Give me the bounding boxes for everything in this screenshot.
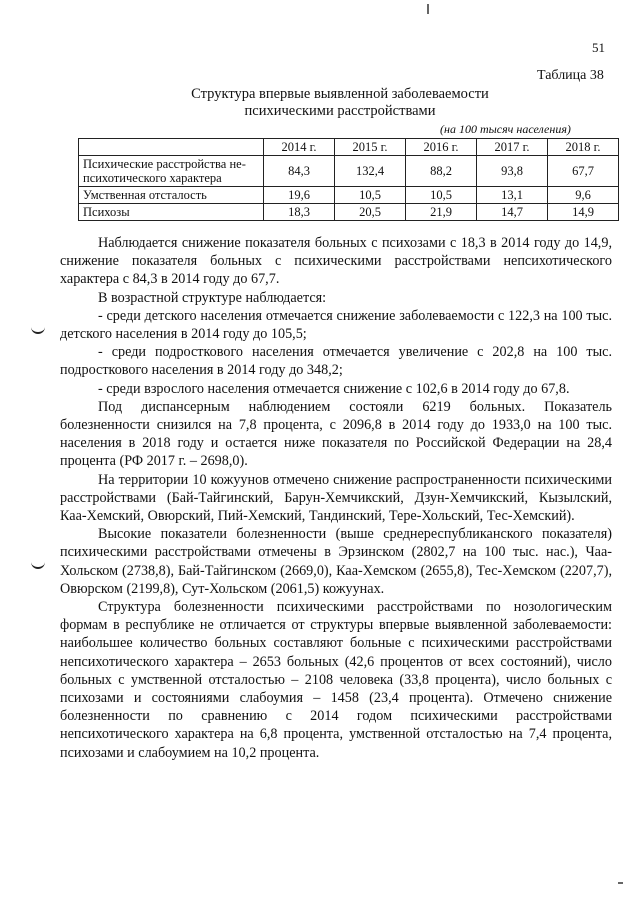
table-row [79,204,619,221]
row-label: Психозы [79,204,264,221]
paragraph-kozhuuns-decrease: На территории 10 кожуунов отмечено снижение распространенности психическими расстройствами (Бай-Тайгинский, Барун-Хемчикский, Дзун-Хемчикский, Кызылский, Каа-Хемский, Овюрский, Пий-Хемский, Тандинский, Тере-Хольский, Тес-Хемский). [60,471,612,525]
table-cell: 9,6 [548,187,619,204]
paragraph-high-rates: Высокие показатели болезненности (выше среднереспубликанского показателя) психическими расстройствами отмечены в Эрзинском (2802,7 на 100 тыс. нас.), Чаа-Хольском (2738,8), Бай-Тайгинском (2669,0), Каа-Хемском (2655,8), Тес-Хемском (2207,7), Овюрском (2199,8), Сут-Хольском (2061,5) кожуунах. [60,526,612,597]
table-cell: 10,5 [406,187,477,204]
table-cell: 13,1 [477,187,548,204]
paragraph-age-structure-intro: В возрастной структуре наблюдается: [98,289,327,306]
table-cell: 14,9 [548,204,619,221]
table-cell: 84,3 [264,156,335,187]
table-cell: 18,3 [264,204,335,221]
paragraph-nosology-structure: Структура болезненности психическими расстройствами по нозологическим формам в республике не отличается от структуры впервые выявленной заболеваемости: наибольшее количество больных составляют больные с психическими расстройствами непсихотического характера – 2653 больных (42,6 процентов от всех состояний), число больных с умственной отсталостью – 2108 человека (33,8 процента), число больных с психозами и состояниями слабоумия – 1458 (23,4 процента). Отмечено снижение болезненности по сравнению с 2014 годом психическими расстройствами непсихотического характера на 6,8 процента, умственной отсталостью на 7,4 процента, психозами и слабоумием на 10,2 процента. [60,599,612,761]
row-label: Психические расстройства не-психотического характера [79,156,264,187]
paragraph-children: - среди детского населения отмечается снижение заболеваемости с 122,3 на 100 тыс. детского населения в 2014 году до 105,5; [60,307,612,343]
header-cell-2018: 2018 г. [548,139,619,156]
table-title-line-1: Структура впервые выявленной заболеваемости [191,86,489,102]
header-cell-2016: 2016 г. [406,139,477,156]
row-label: Умственная отсталость [79,187,264,204]
margin-pen-mark [31,326,45,334]
table-cell: 88,2 [406,156,477,187]
table-cell: 19,6 [264,187,335,204]
table-cell: 20,5 [335,204,406,221]
table-title [60,86,620,120]
table-label: Таблица 38 [537,68,604,83]
table-cell: 93,8 [477,156,548,187]
table-cell: 21,9 [406,204,477,221]
table-cell: 14,7 [477,204,548,221]
header-cell-2015: 2015 г. [335,139,406,156]
header-cell-2014: 2014 г. [264,139,335,156]
unit-note: (на 100 тысяч населения) [440,122,571,136]
margin-pen-mark [31,561,45,569]
table-cell: 132,4 [335,156,406,187]
header-cell-2017: 2017 г. [477,139,548,156]
header-cell-empty [79,139,264,156]
paragraph-adolescents: - среди подросткового населения отмечается увеличение с 202,8 на 100 тыс. подросткового населения в 2014 году до 348,2; [60,344,612,379]
paragraph-psychoses-decrease: Наблюдается снижение показателя больных с психозами с 18,3 в 2014 году до 14,9, снижение показателя больных с психическими расстройствами непсихотического характера с 84,3 в 2014 году до 67,7. [60,235,612,288]
table-header-row [79,139,619,156]
paragraph-adults: - среди взрослого населения отмечается снижение с 102,6 в 2014 году до 67,8. [98,380,570,397]
scan-artifact [618,882,623,884]
table-row [79,156,619,187]
scan-artifact [427,4,429,14]
table-cell: 10,5 [335,187,406,204]
table-cell: 67,7 [548,156,619,187]
table-title-line-2: психическими расстройствами [244,103,436,119]
morbidity-table [78,138,619,221]
table-row [79,187,619,204]
page-number: 51 [592,40,605,55]
paragraph-dispensary: Под диспансерным наблюдением состояли 6219 больных. Показатель болезненности снизился на 7,8 процента, с 2096,8 в 2014 году до 1933,0 на 100 тыс. населения в 2018 году и остается ниже показателя по Российской Федерации на 28,4 процента (РФ 2017 г. – 2698,0). [60,398,612,470]
body-text [60,234,612,762]
